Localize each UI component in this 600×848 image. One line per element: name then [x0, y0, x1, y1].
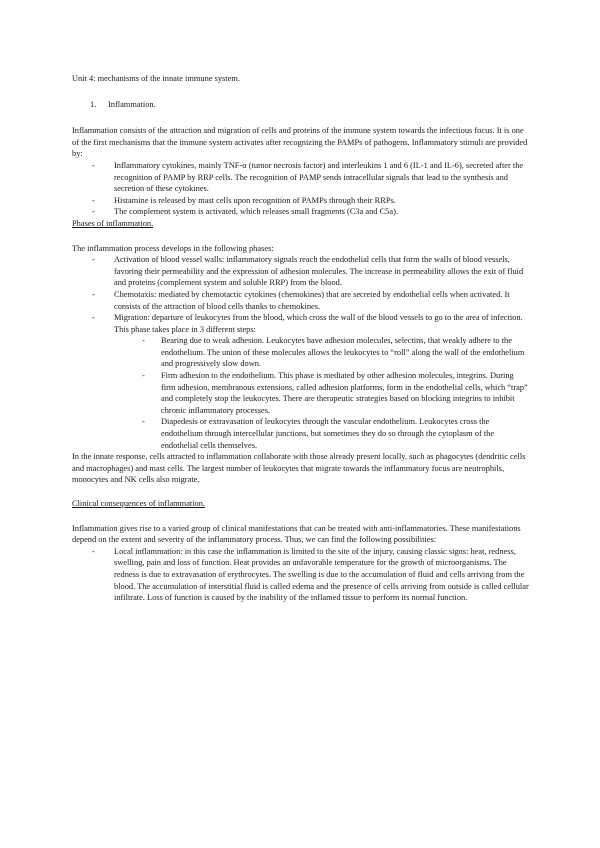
list-item — [92, 546, 530, 604]
phase-migration-text: Migration: departure of leukocytes from the blood, which cross the wall of the blood vessels to go to the area of infection. This phase takes place in 3 different steps: — [114, 313, 523, 334]
phases-closing: In the innate response, cells attracted to inflammation collaborate with those already present locally, such as phagocytes (dendritic cells and macrophages) and mast cells. The largest number of leukocytes that migrate towards the inflammatory focus are neutrophils, monocytes and NK cells also migrate. — [72, 452, 526, 485]
dash-bullet: - — [92, 195, 95, 205]
phases-heading: Phases of inflammation. — [72, 218, 154, 228]
stimulus-cytokines: Inflammatory cytokines, mainly TNF-α (tumor necrosis factor) and interleukins 1 and 6 (IL-1 and IL-6), secreted after the recognition of PAMP by RRP cells. The recognition of PAMP sends intracellular signals that lead to the synthesis and secretion of these cytokines. — [114, 160, 524, 194]
list-item — [92, 160, 530, 195]
phase-activation: Activation of blood vessel walls: inflammatory signals reach the endothelial cells that form the walls of blood vessels, favoring their permeability and the expression of adhesion molecules. The increase in permeability allows the exit of fluid and proteins (complement system and soluble RRP) from the blood. — [114, 255, 524, 288]
list-item — [92, 195, 530, 207]
dash-bullet: - — [142, 371, 145, 381]
step-diapedesis: Diapedesis or extravasation of leukocytes through the vascular endothelium. Leukocytes cross the endothelium through intercellular junctions, but sometimes they do so through the cytoplasm of the endothelial cells themselves. — [161, 417, 495, 450]
dash-bullet: - — [142, 417, 145, 427]
step-firm-adhesion: Firm adhesion to the endothelium. This phase is mediated by other adhesion molecules, integrins. During firm adhesion, membranous extensions, called adhesion platforms, form in the endothelial cells, which “trap” and completely stop the leukocytes. There are therapeutic strategies based on blocking integrins to inhibit chronic inflammatory processes. — [161, 371, 528, 415]
list-item — [92, 312, 530, 451]
dash-bullet: - — [92, 160, 95, 170]
list-item — [142, 335, 530, 370]
phase-migration — [114, 312, 530, 451]
dash-bullet: - — [92, 546, 95, 556]
list-item — [92, 289, 530, 312]
section-1-heading — [72, 99, 530, 111]
migration-steps — [114, 335, 530, 451]
unit-title: Unit 4: mechanisms of the innate immune system. — [72, 74, 240, 83]
list-item — [92, 254, 530, 289]
stimulus-complement: The complement system is activated, which releases small fragments (C3a and C5a). — [114, 207, 398, 217]
section-number: 1. — [90, 99, 97, 109]
clinical-intro: Inflammation gives rise to a varied group of clinical manifestations that can be treated with anti-inflammatories. These manifestations depend on the extent and severity of the inflammatory process. Thus, we can find the following possibilities: — [72, 523, 521, 545]
stimuli-list — [72, 160, 530, 218]
dash-bullet: - — [92, 289, 95, 299]
inflammation-intro: Inflammation consists of the attraction and migration of cells and proteins of the immune system towards the infectious focus. It is one of the first mechanisms that the immune system activates after recognizing the PAMPs of pathogens. Inflammatory stimuli are provided by: — [72, 126, 528, 159]
phases-intro: The inflammation process develops in the following phases: — [72, 243, 274, 253]
phase-chemotaxis: Chemotaxis: mediated by chemotactic cytokines (chemokines) that are secreted by endothelial cells when activated. It consists of the attraction of blood cells thanks to chemokines. — [114, 289, 510, 311]
phases-list — [72, 254, 530, 451]
list-item — [92, 206, 530, 218]
clinical-heading: Clinical consequences of inflammation. — [72, 499, 206, 508]
step-weak-adhesion: Bearing due to weak adhesion. Leukocytes have adhesion molecules, selectins, that weakly adhere to the endothelium. The union of these molecules allows the leukocytes to “roll” along the wall of the endothelium and progressively slow down. — [161, 336, 525, 369]
clinical-list — [72, 546, 530, 604]
dash-bullet: - — [92, 207, 95, 217]
list-item — [142, 416, 530, 451]
clinical-local-inflammation: Local inflammation: in this case the inflammation is limited to the site of the injury, causing classic signs: heat, redness, swelling, pain and loss of function. Heat provides an unfavorable temperature for the growth of microorganisms. The redness is due to extravasation of erythrocytes. The swelling is due to the accumulation of fluid and cells arriving from the blood. The accumulation of interstitial fluid is called edema and the presence of cells arriving from outside is called cellular infiltrate. Loss of function is caused by the inability of the inflamed tissue to perform its normal function. — [114, 546, 529, 603]
stimulus-histamine: Histamine is released by mast cells upon recognition of PAMPs through their RRPs. — [114, 195, 396, 205]
list-item — [142, 370, 530, 416]
dash-bullet: - — [142, 336, 145, 346]
dash-bullet: - — [92, 255, 95, 265]
dash-bullet: - — [92, 313, 95, 323]
section-label: Inflammation. — [108, 99, 156, 109]
